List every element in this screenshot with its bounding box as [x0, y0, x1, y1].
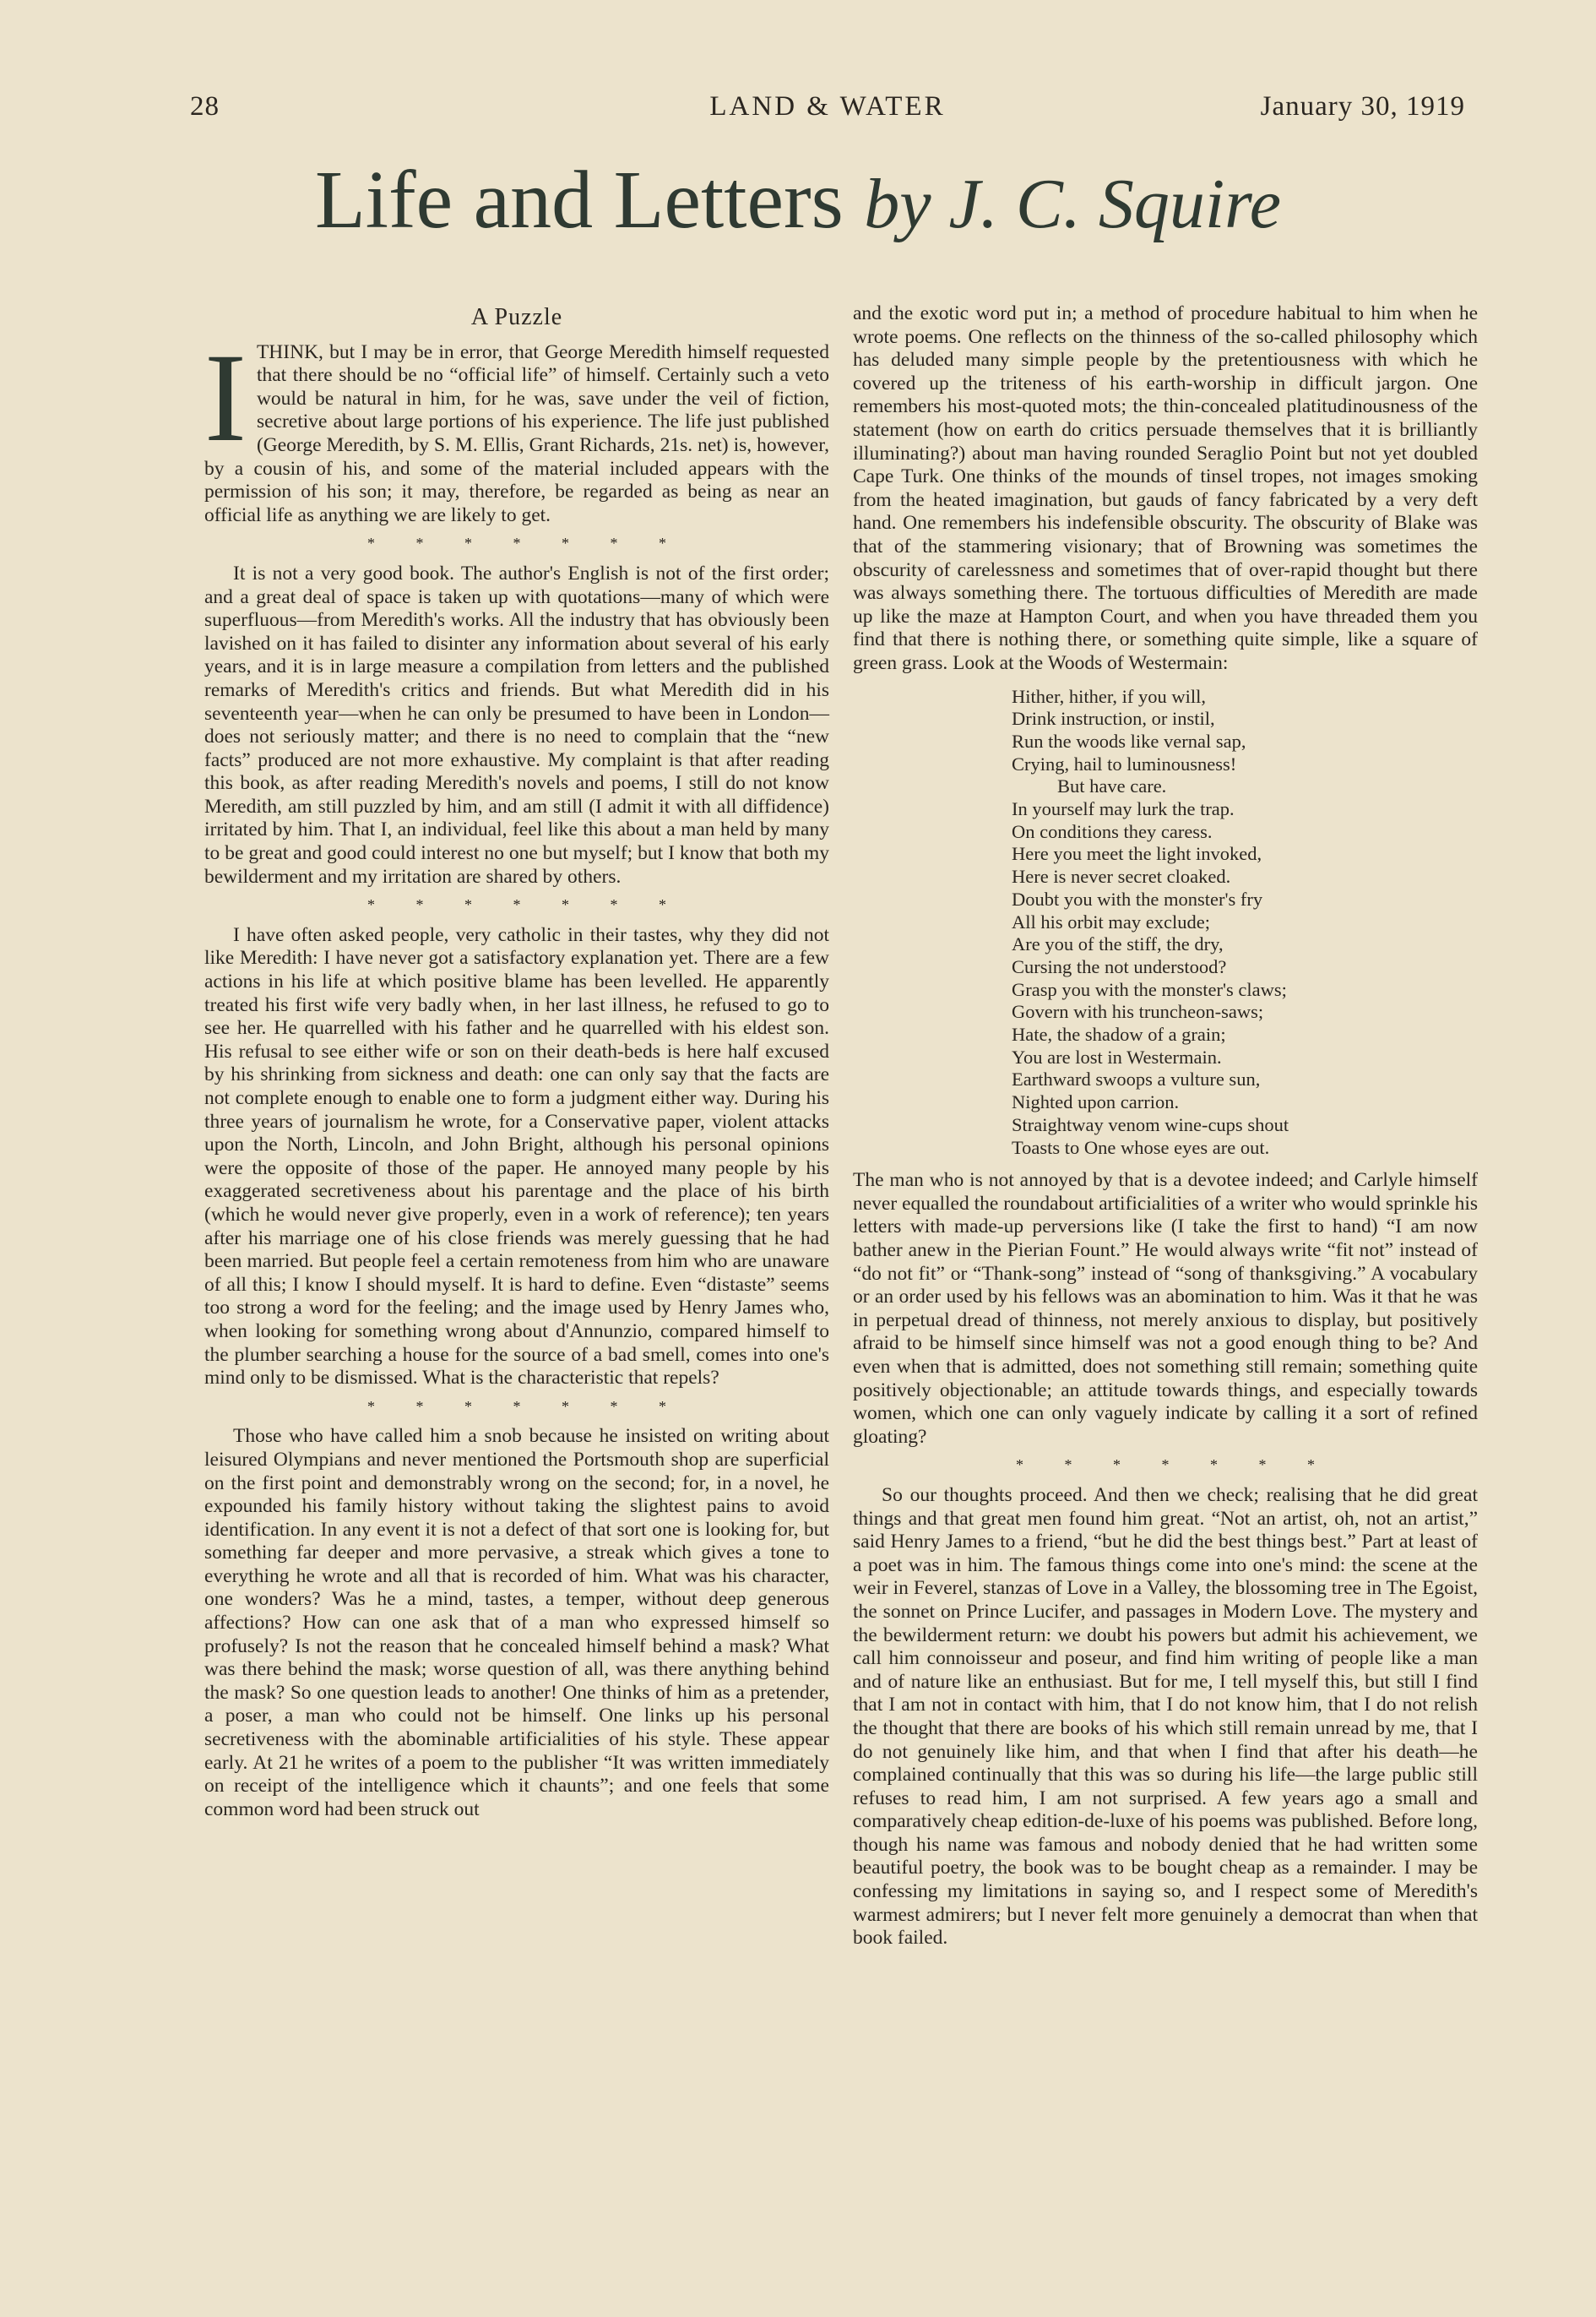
headline-title: Life and Letters: [314, 155, 844, 246]
poem-woods-of-westermain: [1012, 686, 1478, 1160]
poem-line: Drink instruction, or instil,: [1012, 708, 1215, 730]
poem-line: Govern with his truncheon-saws;: [1012, 1001, 1264, 1023]
poem-line: Doubt you with the monster's fry: [1012, 888, 1263, 910]
section-break: * * * * * * *: [367, 1397, 666, 1415]
page-number: 28: [190, 91, 220, 122]
poem-line: Grasp you with the monster's claws;: [1012, 978, 1287, 1000]
poem-line: But have care.: [1057, 775, 1167, 797]
poem-line: Nighted upon carrion.: [1012, 1091, 1180, 1113]
masthead: LAND & WATER: [709, 91, 946, 122]
section-break: * * * * * * *: [367, 896, 666, 914]
section-break: * * * * * * *: [1016, 1456, 1315, 1474]
poem-line: You are lost in Westermain.: [1012, 1046, 1222, 1068]
right-column: [853, 302, 1478, 1950]
poem-line: Hate, the shadow of a grain;: [1012, 1024, 1226, 1046]
section-title: A Puzzle: [470, 304, 563, 330]
poem-line: Run the woods like vernal sap,: [1012, 730, 1246, 752]
paragraph-2: It is not a very good book. The author's English is not of the first order; and a great deal of space is taken up with quotations—many of which were superfluous—from Meredith's works. All the industry that has obviously been lavished on it has failed to disinter any information about several of his early years, and it is in large measure a compilation from letters and the published remarks of Meredith's critics and friends. But what Meredith did in his seventeenth year—when he can only be presumed to have been in London—does not seriously matter; and there is no need to complain that the “new facts” produced are not more exhaustive. My complaint is that after reading this book, as after reading Meredith's novels and poems, I still do not know Meredith, am still puzzled by him, and am still (I admit it with all diffidence) irritated by him. That I, an individual, feel like this about a man held by many to be great and good could interest no one but myself; but I know that both my bewilderment and my irritation are shared by others.: [204, 562, 829, 888]
poem-line: Are you of the stiff, the dry,: [1012, 933, 1224, 955]
poem-line: Straightway venom wine-cups shout: [1012, 1113, 1289, 1135]
dropcap: I: [204, 327, 247, 468]
poem-line: Here is never secret cloaked.: [1012, 866, 1231, 888]
paragraph-7: So our thoughts proceed. And then we check; realising that he did great things and that great men found him great. “Not an artist, oh, not an artist,” said Henry James to a friend, “but he did the best things best.” Part at least of a poet was in him. The famous things come into one's mind: the scene at the weir in Feverel, stanzas of Love in a Valley, the blossoming tree in The Egoist, the sonnet on Prince Lucifer, and passages in Modern Love. The mystery and the bewilderment return: we doubt his powers but admit his achievement, we call him connoisseur and poseur, and find him writing of people like a man and of nature like an enthusiast. But for me, I tell myself this, but still I find that I am not in contact with him, that I do not know him, that I do not relish the thought that there are books of his which still remain unread by me, that I do not genuinely like him, and that when I find that after his death—he complained continually that this was so during his life—the large public still refuses to read him, I am not surprised. A few years ago a small and comparatively cheap edition-de-luxe of his poems was published. Before long, though his name was famous and nobody denied that he had written some beautiful poetry, the book was to be bought cheap as a remainder. I may be confessing my limitations in saying so, and I respect some of Meredith's warmest admirers; but I never felt more genuinely a democrat than when that book failed.: [853, 1483, 1478, 1950]
article-headline: [0, 154, 1596, 251]
poem-line: Earthward swoops a vulture sun,: [1012, 1069, 1261, 1091]
poem-line: Crying, hail to luminousness!: [1012, 753, 1237, 775]
poem-line: On conditions they caress.: [1012, 820, 1213, 842]
paragraph-4: Those who have called him a snob because he insisted on writing about leisured Olympians and never mentioned the Portsmouth shop are superficial on the first point and demonstrably wrong on the second; for, in a novel, he expounded his family history without taking the slightest pains to avoid identification. In any event it is not a defect of that sort one is looking for, but something far deeper and more pervasive, a streak which gives a tone to everything he wrote and all that is recorded of him. What was his character, one wonders? Was he a mind, tastes, a temper, without deep generous affections? How can one ask that of a man who expressed himself so profusely? Is not the reason that he concealed himself behind a mask? What was there behind the mask; worse question of all, was there anything behind the mask? So one question leads to another! One thinks of him as a pretender, a poser, a man who could not be himself. One links up his personal secretiveness with the abominable artificialities of his style. These appear early. At 21 he writes of a poem to the publisher “It was written immediately on receipt of the intelligence which it chaunts”; and one feels that some common word had been struck out: [204, 1425, 829, 1820]
paragraph-3: I have often asked people, very catholic in their tastes, why they did not like Meredith: I have never got a satisfactory explanation yet. There are a few actions in his life at which positive blame has been levelled. He apparently treated his first wife very badly when, in her last illness, he refused to go to see her. He quarrelled with his father and he quarrelled with his eldest son. His refusal to see either wife or son on their death-beds is here half excused by his shrinking from sickness and death: one can only say that the facts are not complete enough to enable one to form a judgment either way. During his three years of journalism he wrote, for a Conservative paper, violent attacks upon the North, Lincoln, and John Bright, although his personal opinions were the opposite of those of the paper. He annoyed many people by his exaggerated secretiveness about his parentage and the place of his birth (which he would never give properly, even in a work of reference); ten years after his marriage one of his close friends was merely guessing that he had been married. But people feel a certain remoteness from him who are unaware of all this; I know I should myself. It is hard to define. Even “distaste” seems too strong a word for the feeling; and the image used by Henry James who, when looking for something wrong about d'Annunzio, compared himself to the plumber searching a house for the source of a bad smell, comes into one's mind only to be dismissed. What is the characteristic that repels?: [204, 923, 829, 1390]
poem-line: Cursing the not understood?: [1012, 955, 1227, 977]
section-break: * * * * * * *: [367, 535, 666, 552]
paragraph-1-text: THINK, but I may be in error, that George Meredith himself requested that there should be no “official life” of himself. Certainly such a veto would be natural in him, for he was, save under the veil of fiction, secretive about large portions of his experience. The life just published (George Meredith, by S. M. Ellis, Grant Richards, 21s. net) is, however, by a cousin of his, and some of the material included appears with the permission of his son; it may, therefore, be regarded as being as near an official life as anything we are likely to get.: [204, 340, 829, 526]
paragraph-1: [204, 327, 829, 528]
poem-line: All his orbit may exclude;: [1012, 911, 1210, 933]
poem-line: Here you meet the light invoked,: [1012, 843, 1262, 865]
left-column: [204, 302, 829, 1821]
poem-line: Toasts to One whose eyes are out.: [1012, 1136, 1270, 1158]
headline-byline: by J. C. Squire: [864, 165, 1282, 243]
paragraph-5: and the exotic word put in; a method of procedure habitual to him when he wrote poems. One reflects on the thinness of the so-called philosophy which has deluded many simple people by the pretentiousness with which he covered up the triteness of his earth-worship in difficult jargon. One remembers his most-quoted mots; the thin-concealed platitudinousness of the statement (how on earth do critics persuade themselves that it is brilliantly illuminating?) about man having rounded Seraglio Point but not yet doubled Cape Turk. One thinks of the mounds of tinsel tropes, not images smoking from the heated imagination, but gauds of fancy fabricated by a very deft hand. One remembers his indefensible obscurity. The obscurity of Blake was that of the stammering visionary; that of Browning was sometimes the obscurity of carelessness and sometimes that of over-rapid thought but there was always something there. The tortuous difficulties of Meredith are made up like the maze at Hampton Court, and when you have threaded them you find that there is nothing there, or something quite simple, like a square of green grass. Look at the Woods of Westermain:: [853, 302, 1478, 674]
poem-line: Hither, hither, if you will,: [1012, 685, 1207, 707]
issue-date: January 30, 1919: [1260, 91, 1465, 122]
paragraph-6: The man who is not annoyed by that is a devotee indeed; and Carlyle himself never equalled the roundabout artificialities of a writer who would sprinkle his letters with made-up perversions like (I take the first to hand) “I am now bather anew in the Pierian Fount.” He would always write “fit not” instead of “do not fit” or “Thank-song” instead of “song of thanksgiving.” A vocabulary or an order used by his fellows was an abomination to him. Was it that he was in perpetual dread of thinness, not merely anxious to display, but positively afraid to be himself since himself was not a good enough thing to be? And even when that is admitted, does not something still remain; something quite positively objectionable; an attitude towards things, and especially towards women, which one can only vaguely indicate by calling it a sort of refined gloating?: [853, 1169, 1478, 1448]
poem-line: In yourself may lurk the trap.: [1012, 798, 1235, 820]
